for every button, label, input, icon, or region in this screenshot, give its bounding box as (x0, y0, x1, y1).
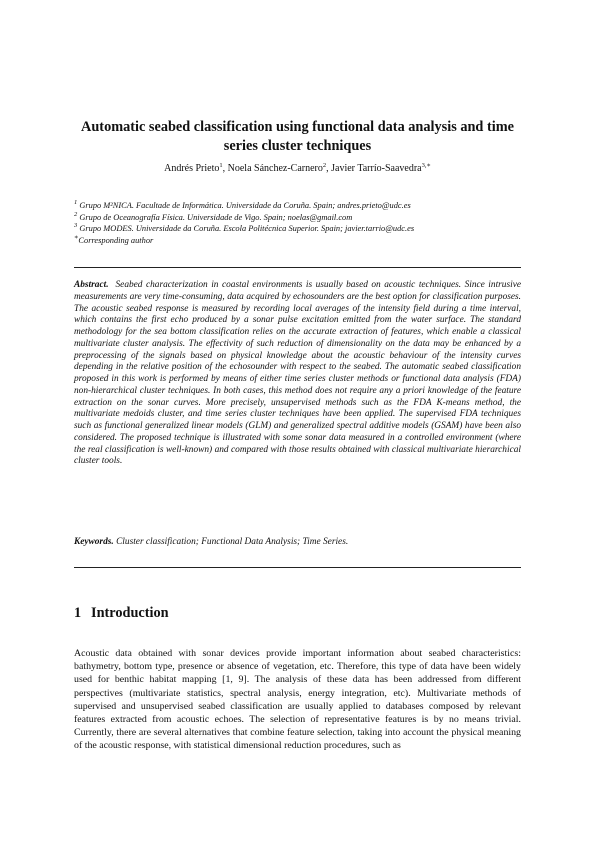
divider-top (74, 267, 521, 268)
section-number: 1 (74, 605, 82, 621)
paper-title: Automatic seabed classification using functional data analysis and time series cluster techniques (81, 119, 514, 154)
affiliation: $^2$ Grupo de Oceanografía Física. Universidade de Vigo. Spain; noelas@gmail.com (74, 210, 353, 222)
affiliation: $^3$ Grupo MODES. Universidade da Coruña. Escola Politécnica Superior. Spain; javier.tarrio@udc.es (74, 222, 415, 234)
author: Noela Sánchez-Carnero$^2$, (227, 162, 332, 174)
section-heading (74, 604, 169, 622)
affiliation: ∗Corresponding author (74, 233, 154, 245)
divider-bottom (74, 567, 521, 568)
abstract (74, 280, 521, 468)
abstract-label: Abstract. (74, 280, 109, 290)
abstract-text: Seabed characterization in coastal environments is usually based on acoustic techniques. Since intrusive measurements are very time-consuming, data acquired by echosounders are the best option for classification purposes. The acoustic seabed response is measured by recording local averages of the intensity field during a time interval, which contains the first echo produced by a sonar pulse excitation emitted from the water surface. The standard methodology for the sea bottom classification relies on the accurate extraction of features, which enable a classical multivariate cluster analysis. The effectivity of such reduction of dimensionality on the data may be enhanced by a preprocessing of the signals based on physical knowledge about the acoustic behaviour of the intensity curves depending in the relative position of the echosounder with respect to the seabed. The automatic seabed classification proposed in this work is performed by means of either time series cluster methods or functional data analysis (FDA) non-hierarchical cluster techniques. In both cases, this method does not require any a priori knowledge of the feature extraction on the sonar curves. More precisely, unsupervised methods such as the FDA K-means method, the multivariate medoids cluster, and time series cluster techniques have been applied. The supervised FDA techniques such as functional generalized linear models (GLM) and generalized spectral additive models (GSAM) have been also considered. The proposed technique is illustrated with some sonar data measured in a controlled environment (where the real classification is well-known) and compared with those results obtained with classical multivariate hierarchical cluster tools. (74, 280, 522, 467)
author-list (74, 163, 521, 175)
author: Javier Tarrío-Saavedra$^{3,∗}$ (331, 162, 431, 174)
keywords-text: Cluster classification; Functional Data Analysis; Time Series. (116, 537, 349, 547)
keywords-label: Keywords. (74, 537, 114, 547)
intro-paragraph: Acoustic data obtained with sonar devices provide important information about seabed characteristics: bathymetry, bottom type, presence or absence of vegetation, etc. Therefore, this type of data have been widely used for benthic habitat mapping [1, 9]. The analysis of these data has been addressed from different perspectives (multivariate statistics, spectral analysis, energy integration, etc). Multivariate methods of supervised and unsupervised seabed classification are usually applied to databases composed by relevant features extracted from acoustic echoes. The selection of representative features is by no means trivial. Currently, there are several alternatives that combine feature selection, taking into account the physical meaning of the acoustic response, with statistical dimensional reduction procedures, such as (74, 648, 521, 752)
keywords (74, 537, 521, 549)
section-title: Introduction (91, 605, 169, 621)
affiliation: $^1$ Grupo M²NICA. Facultade de Informática. Universidade da Coruña. Spain; andres.prieto@udc.es (74, 199, 411, 210)
author: Andrés Prieto$^1$, (164, 162, 228, 174)
affiliation-list (74, 200, 521, 246)
